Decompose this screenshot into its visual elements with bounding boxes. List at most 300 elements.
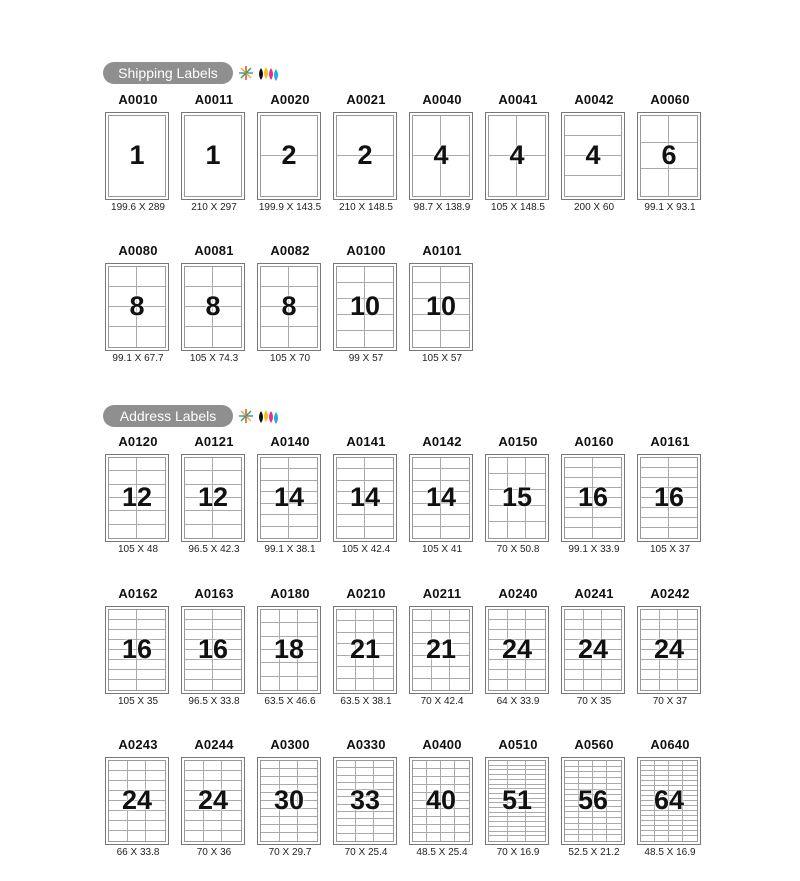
label-cell [641, 610, 660, 620]
label-cell [669, 458, 697, 468]
label-cell [185, 620, 213, 630]
template-code: A0300 [270, 737, 310, 752]
label-cell [109, 458, 137, 471]
label-dimensions: 105 X 70 [269, 353, 311, 364]
template-code: A0140 [270, 434, 310, 449]
template-code: A0121 [194, 434, 234, 449]
label-cell [222, 771, 241, 781]
sheet-preview [257, 454, 321, 542]
labels-per-sheet: 64 [653, 784, 685, 815]
label-cell [565, 458, 593, 468]
sheet-preview [333, 757, 397, 845]
label-cell [526, 836, 545, 841]
label-cell [374, 819, 393, 826]
label-cell [185, 761, 204, 771]
label-dimensions: 70 X 37 [652, 696, 688, 707]
label-cell [441, 515, 469, 526]
label-cell [109, 680, 137, 690]
label-cell [455, 761, 469, 769]
sheet-preview [333, 606, 397, 694]
label-cell [455, 825, 469, 833]
label-cell [204, 771, 223, 781]
label-cell [441, 769, 455, 777]
label-cell [213, 267, 241, 287]
label-cell [489, 620, 508, 630]
template-code: A0510 [498, 737, 538, 752]
label-cell [450, 679, 469, 690]
label-cell [489, 458, 508, 474]
label-dimensions: 48.5 X 16.9 [644, 847, 696, 858]
section-title: Address Labels [103, 405, 233, 427]
labels-per-sheet: 30 [273, 784, 305, 815]
sheet-preview [409, 263, 473, 351]
label-cell [413, 667, 432, 678]
label-dimensions: 63.5 X 38.1 [340, 696, 392, 707]
template-code: A0010 [118, 92, 158, 107]
label-cell [413, 761, 427, 769]
label-cell [413, 267, 441, 283]
sheet-preview [257, 757, 321, 845]
label-cell [374, 826, 393, 833]
template-code: A0180 [270, 586, 310, 601]
labels-per-sheet: 4 [509, 139, 525, 170]
label-cell [298, 761, 317, 769]
label-cell [593, 528, 621, 538]
labels-per-sheet: 56 [577, 784, 609, 815]
label-cell [146, 761, 165, 771]
label-cell [413, 458, 441, 469]
template-code: A0021 [346, 92, 386, 107]
template-code: A0060 [650, 92, 690, 107]
label-cell [280, 777, 299, 785]
label-cell [602, 620, 621, 630]
label-cell [185, 525, 213, 538]
label-dimensions: 66 X 33.8 [116, 847, 160, 858]
label-cell [450, 610, 469, 621]
label-dimensions: 199.6 X 289 [111, 202, 165, 213]
label-cell [450, 621, 469, 632]
labels-per-sheet: 12 [121, 481, 153, 512]
label-cell [565, 528, 593, 538]
label-cell [641, 528, 669, 538]
label-cell [185, 680, 213, 690]
label-cell [137, 610, 165, 620]
label-cell [427, 769, 441, 777]
label-cell [565, 670, 584, 680]
labels-per-sheet: 24 [577, 633, 609, 664]
label-cell [565, 610, 584, 620]
label-cell [280, 825, 299, 833]
sheet-preview [485, 112, 549, 200]
sheet-preview [409, 606, 473, 694]
label-dimensions: 96.5 X 42.3 [188, 544, 240, 555]
label-cell [455, 817, 469, 825]
template-code: A0640 [650, 737, 690, 752]
template-code: A0160 [574, 434, 614, 449]
label-cell [109, 327, 137, 347]
label-cell [109, 267, 137, 287]
labels-per-sheet: 2 [281, 139, 297, 170]
label-cell [261, 677, 280, 690]
label-cell [337, 834, 356, 841]
label-cell [261, 777, 280, 785]
template-code: A0560 [574, 737, 614, 752]
label-cell [489, 836, 508, 841]
labels-per-sheet: 12 [197, 481, 229, 512]
label-cell [413, 515, 441, 526]
template-code: A0243 [118, 737, 158, 752]
label-cell [413, 833, 427, 841]
label-cell [337, 527, 365, 538]
label-cell [337, 331, 365, 347]
label-cell [641, 680, 660, 690]
label-cell [593, 518, 621, 528]
sheet-preview [257, 263, 321, 351]
label-cell [261, 458, 289, 469]
label-dimensions: 210 X 148.5 [339, 202, 393, 213]
label-cell [526, 458, 545, 474]
label-cell [413, 621, 432, 632]
label-dimensions: 105 X 41 [421, 544, 463, 555]
labels-per-sheet: 4 [433, 139, 449, 170]
label-cell [356, 667, 375, 678]
label-dimensions: 70 X 16.9 [496, 847, 540, 858]
label-cell [261, 663, 280, 676]
label-cell [427, 817, 441, 825]
label-cell [185, 670, 213, 680]
label-cell [365, 458, 393, 469]
label-cell [356, 610, 375, 621]
template-code: A0042 [574, 92, 614, 107]
label-cell [413, 769, 427, 777]
label-cell [109, 610, 137, 620]
label-cell [128, 821, 147, 831]
label-dimensions: 105 X 42.4 [341, 544, 391, 555]
labels-per-sheet: 24 [653, 633, 685, 664]
ink-drops-icon [238, 405, 280, 427]
label-cell [565, 518, 593, 528]
label-cell [280, 833, 299, 841]
label-dimensions: 105 X 37 [649, 544, 691, 555]
label-cell [508, 680, 527, 690]
label-cell [441, 458, 469, 469]
label-cell [374, 761, 393, 768]
label-cell [584, 670, 603, 680]
label-dimensions: 99.1 X 38.1 [264, 544, 316, 555]
label-cell [185, 771, 204, 781]
label-dimensions: 105 X 35 [117, 696, 159, 707]
label-cell [222, 831, 241, 841]
label-cell [602, 680, 621, 690]
label-cell [489, 680, 508, 690]
label-cell [508, 522, 527, 538]
label-cell [441, 777, 455, 785]
label-cell [508, 670, 527, 680]
labels-per-sheet: 24 [501, 633, 533, 664]
labels-per-sheet: 14 [349, 481, 381, 512]
label-cell [146, 771, 165, 781]
labels-per-sheet: 51 [501, 784, 533, 815]
label-cell [374, 621, 393, 632]
label-cell [137, 267, 165, 287]
label-dimensions: 96.5 X 33.8 [188, 696, 240, 707]
label-dimensions: 70 X 29.7 [268, 847, 312, 858]
labels-per-sheet: 24 [121, 784, 153, 815]
label-cell [526, 610, 545, 620]
template-code: A0244 [194, 737, 234, 752]
label-cell [413, 817, 427, 825]
labels-per-sheet: 6 [661, 139, 677, 170]
label-cell [280, 761, 299, 769]
template-code: A0161 [650, 434, 690, 449]
label-cell [204, 761, 223, 771]
label-cell [641, 518, 669, 528]
label-cell [374, 679, 393, 690]
labels-per-sheet: 24 [197, 784, 229, 815]
label-cell [660, 680, 679, 690]
label-cell [222, 821, 241, 831]
label-cell [137, 620, 165, 630]
labels-per-sheet: 33 [349, 784, 381, 815]
label-cell [280, 663, 299, 676]
template-code: A0040 [422, 92, 462, 107]
labels-per-sheet: 14 [273, 481, 305, 512]
sheet-preview [561, 757, 625, 845]
labels-per-sheet: 16 [121, 633, 153, 664]
sheet-preview [637, 112, 701, 200]
label-cell [204, 831, 223, 841]
label-cell [669, 169, 697, 196]
label-cell [261, 833, 280, 841]
label-cell [337, 469, 365, 480]
sheet-preview [105, 112, 169, 200]
labels-per-sheet: 10 [349, 290, 381, 321]
label-cell [337, 679, 356, 690]
label-cell [655, 836, 669, 841]
label-dimensions: 70 X 36 [196, 847, 232, 858]
ink-drops-icon [238, 62, 280, 84]
template-code: A0011 [194, 92, 234, 107]
label-cell [413, 825, 427, 833]
label-cell [660, 620, 679, 630]
label-cell [213, 511, 241, 524]
sheet-preview [637, 454, 701, 542]
label-cell [109, 821, 128, 831]
label-cell [669, 116, 697, 143]
sheet-preview [485, 454, 549, 542]
label-cell [337, 621, 356, 632]
template-code: A0041 [498, 92, 538, 107]
label-cell [641, 116, 669, 143]
label-cell [441, 527, 469, 538]
label-dimensions: 70 X 35 [576, 696, 612, 707]
labels-per-sheet: 21 [349, 633, 381, 664]
label-cell [109, 525, 137, 538]
label-cell [489, 610, 508, 620]
label-cell [641, 620, 660, 630]
sheet-preview [485, 757, 549, 845]
label-dimensions: 52.5 X 21.2 [568, 847, 620, 858]
label-cell [455, 769, 469, 777]
label-cell [298, 610, 317, 623]
label-cell [374, 776, 393, 783]
label-dimensions: 99 X 57 [348, 353, 384, 364]
template-code: A0211 [422, 586, 462, 601]
label-cell [261, 267, 289, 287]
labels-per-sheet: 18 [273, 633, 305, 664]
template-code: A0150 [498, 434, 538, 449]
label-cell [356, 768, 375, 775]
labels-per-sheet: 16 [653, 481, 685, 512]
label-cell [213, 525, 241, 538]
label-cell [526, 522, 545, 538]
label-cell [137, 327, 165, 347]
label-cell [365, 267, 393, 283]
label-dimensions: 98.7 X 138.9 [413, 202, 471, 213]
label-cell [109, 771, 128, 781]
label-cell [413, 679, 432, 690]
label-cell [441, 267, 469, 283]
label-cell [137, 511, 165, 524]
labels-per-sheet: 1 [129, 139, 145, 170]
label-cell [261, 817, 280, 825]
sheet-preview [181, 454, 245, 542]
label-cell [356, 679, 375, 690]
label-cell [337, 458, 365, 469]
label-cell [128, 771, 147, 781]
sheet-preview [409, 454, 473, 542]
label-cell [137, 525, 165, 538]
sheet-preview [333, 263, 397, 351]
label-dimensions: 99.1 X 67.7 [112, 353, 164, 364]
label-cell [441, 817, 455, 825]
label-cell [427, 777, 441, 785]
label-cell [109, 670, 137, 680]
label-cell [584, 680, 603, 690]
label-cell [441, 469, 469, 480]
labels-per-sheet: 8 [205, 290, 221, 321]
sheet-preview [181, 606, 245, 694]
template-code: A0242 [650, 586, 690, 601]
template-code: A0330 [346, 737, 386, 752]
label-cell [641, 169, 669, 196]
label-cell [365, 527, 393, 538]
label-cell [441, 833, 455, 841]
label-cell [280, 769, 299, 777]
label-cell [432, 610, 451, 621]
label-cell [128, 761, 147, 771]
label-cell [678, 620, 697, 630]
label-dimensions: 105 X 57 [421, 353, 463, 364]
label-cell [356, 761, 375, 768]
sheet-preview [561, 112, 625, 200]
label-cell [213, 680, 241, 690]
label-cell [337, 826, 356, 833]
template-code: A0101 [422, 243, 462, 258]
label-cell [455, 777, 469, 785]
sheet-preview [409, 112, 473, 200]
label-cell [213, 610, 241, 620]
label-cell [641, 670, 660, 680]
label-cell [413, 777, 427, 785]
template-code: A0141 [346, 434, 386, 449]
label-cell [641, 458, 669, 468]
sheet-preview [181, 112, 245, 200]
label-cell [413, 527, 441, 538]
labels-per-sheet: 8 [129, 290, 145, 321]
label-cell [213, 670, 241, 680]
label-cell [109, 831, 128, 841]
label-cell [602, 610, 621, 620]
label-dimensions: 70 X 42.4 [420, 696, 464, 707]
label-cell [280, 610, 299, 623]
labels-per-sheet: 4 [585, 139, 601, 170]
sheet-preview [637, 757, 701, 845]
label-cell [669, 836, 683, 841]
label-cell [508, 458, 527, 474]
sheet-preview [561, 606, 625, 694]
label-cell [356, 826, 375, 833]
label-cell [261, 825, 280, 833]
label-dimensions: 48.5 X 25.4 [416, 847, 468, 858]
labels-per-sheet: 16 [577, 481, 609, 512]
label-cell [298, 677, 317, 690]
template-code: A0240 [498, 586, 538, 601]
label-cell [489, 670, 508, 680]
label-cell [356, 834, 375, 841]
label-cell [455, 833, 469, 841]
label-cell [593, 468, 621, 478]
label-cell [365, 515, 393, 526]
template-code: A0020 [270, 92, 310, 107]
label-cell [146, 821, 165, 831]
labels-per-sheet: 2 [357, 139, 373, 170]
template-code: A0142 [422, 434, 462, 449]
label-cell [280, 677, 299, 690]
template-code: A0162 [118, 586, 158, 601]
label-cell [289, 458, 317, 469]
label-cell [185, 821, 204, 831]
template-code: A0241 [574, 586, 614, 601]
label-cell [137, 680, 165, 690]
labels-per-sheet: 8 [281, 290, 297, 321]
label-cell [298, 825, 317, 833]
label-cell [137, 458, 165, 471]
label-cell [337, 768, 356, 775]
label-cell [432, 621, 451, 632]
sheet-preview [105, 757, 169, 845]
section-title: Shipping Labels [103, 62, 233, 84]
label-cell [298, 663, 317, 676]
label-cell [289, 527, 317, 538]
label-cell [137, 670, 165, 680]
label-cell [427, 833, 441, 841]
label-cell [356, 776, 375, 783]
label-cell [289, 267, 317, 287]
label-cell [337, 610, 356, 621]
label-cell [109, 620, 137, 630]
sheet-preview [485, 606, 549, 694]
label-cell [584, 610, 603, 620]
label-cell [337, 819, 356, 826]
label-cell [565, 468, 593, 478]
labels-per-sheet: 21 [425, 633, 457, 664]
label-cell [289, 469, 317, 480]
label-cell [374, 768, 393, 775]
template-code: A0400 [422, 737, 462, 752]
label-dimensions: 105 X 148.5 [491, 202, 545, 213]
label-cell [602, 670, 621, 680]
